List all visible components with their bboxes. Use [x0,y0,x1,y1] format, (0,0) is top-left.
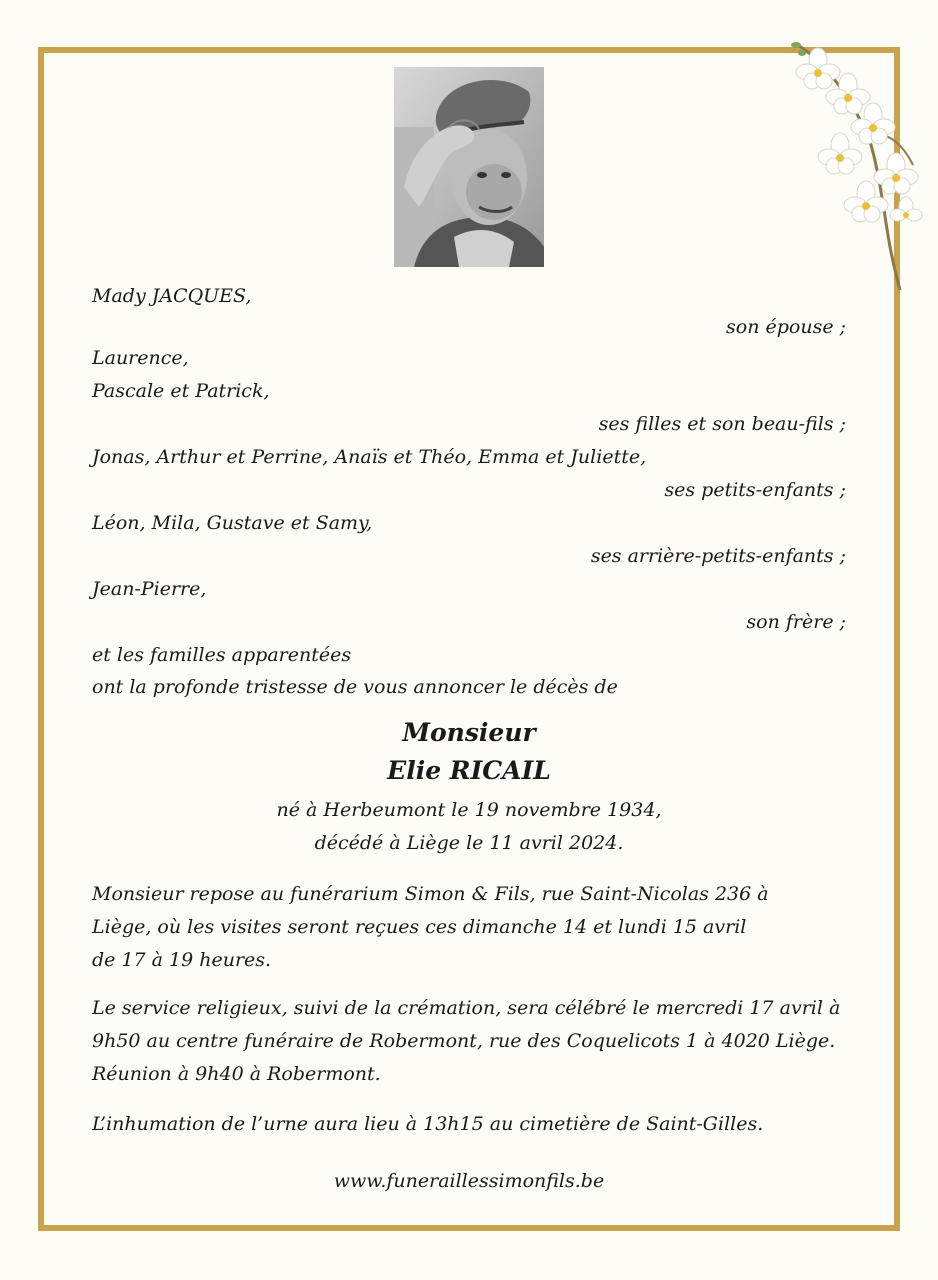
visitation-line-1: Monsieur repose au funérarium Simon & Fils, rue Saint-Nicolas 236 à [92,883,769,905]
brother-role: son frère ; [746,611,846,633]
grandchildren-names: Jonas, Arthur et Perrine, Anaïs et Théo, Emma et Juliette, [92,446,647,468]
spouse-name: Mady JACQUES, [92,285,252,307]
daughter-name-2: Pascale et Patrick, [92,380,270,402]
deceased-portrait-photo [394,67,544,267]
grandchildren-role: ses petits-enfants ; [664,479,846,501]
service-paragraph [92,992,852,1091]
deceased-title: Monsieur [402,718,536,747]
visitation-line-3: de 17 à 19 heures. [92,949,272,971]
announcement-line: ont la profonde tristesse de vous annoncer le décès de [92,676,618,698]
funeral-home-website-link[interactable]: www.funeraillessimonfils.be [333,1170,605,1192]
great-grandchildren-role: ses arrière-petits-enfants ; [590,545,846,567]
visitation-line-2: Liège, où les visites seront reçues ces dimanche 14 et lundi 15 avril [92,916,747,938]
brother-name: Jean-Pierre, [92,578,207,600]
deceased-name: Elie RICAIL [387,756,551,785]
great-grandchildren-names: Léon, Mila, Gustave et Samy, [92,512,373,534]
service-line-1: Le service religieux, suivi de la crémation, sera célébré le mercredi 17 avril à [92,997,841,1019]
burial-paragraph: L’inhumation de l’urne aura lieu à 13h15 au cimetière de Saint-Gilles. [92,1113,764,1135]
spouse-role: son épouse ; [726,316,846,338]
birth-info: né à Herbeumont le 19 novembre 1934, [276,799,662,821]
visitation-paragraph [92,878,852,977]
daughter-name-1: Laurence, [92,347,189,369]
death-info: décédé à Liège le 11 avril 2024. [314,832,624,854]
orchid-flower-icon [778,35,928,295]
service-line-2: 9h50 au centre funéraire de Robermont, rue des Coquelicots 1 à 4020 Liège. [92,1030,836,1052]
service-line-3: Réunion à 9h40 à Robermont. [92,1063,381,1085]
daughters-role: ses filles et son beau-fils ; [598,413,846,435]
families-line: et les familles apparentées [92,644,352,666]
